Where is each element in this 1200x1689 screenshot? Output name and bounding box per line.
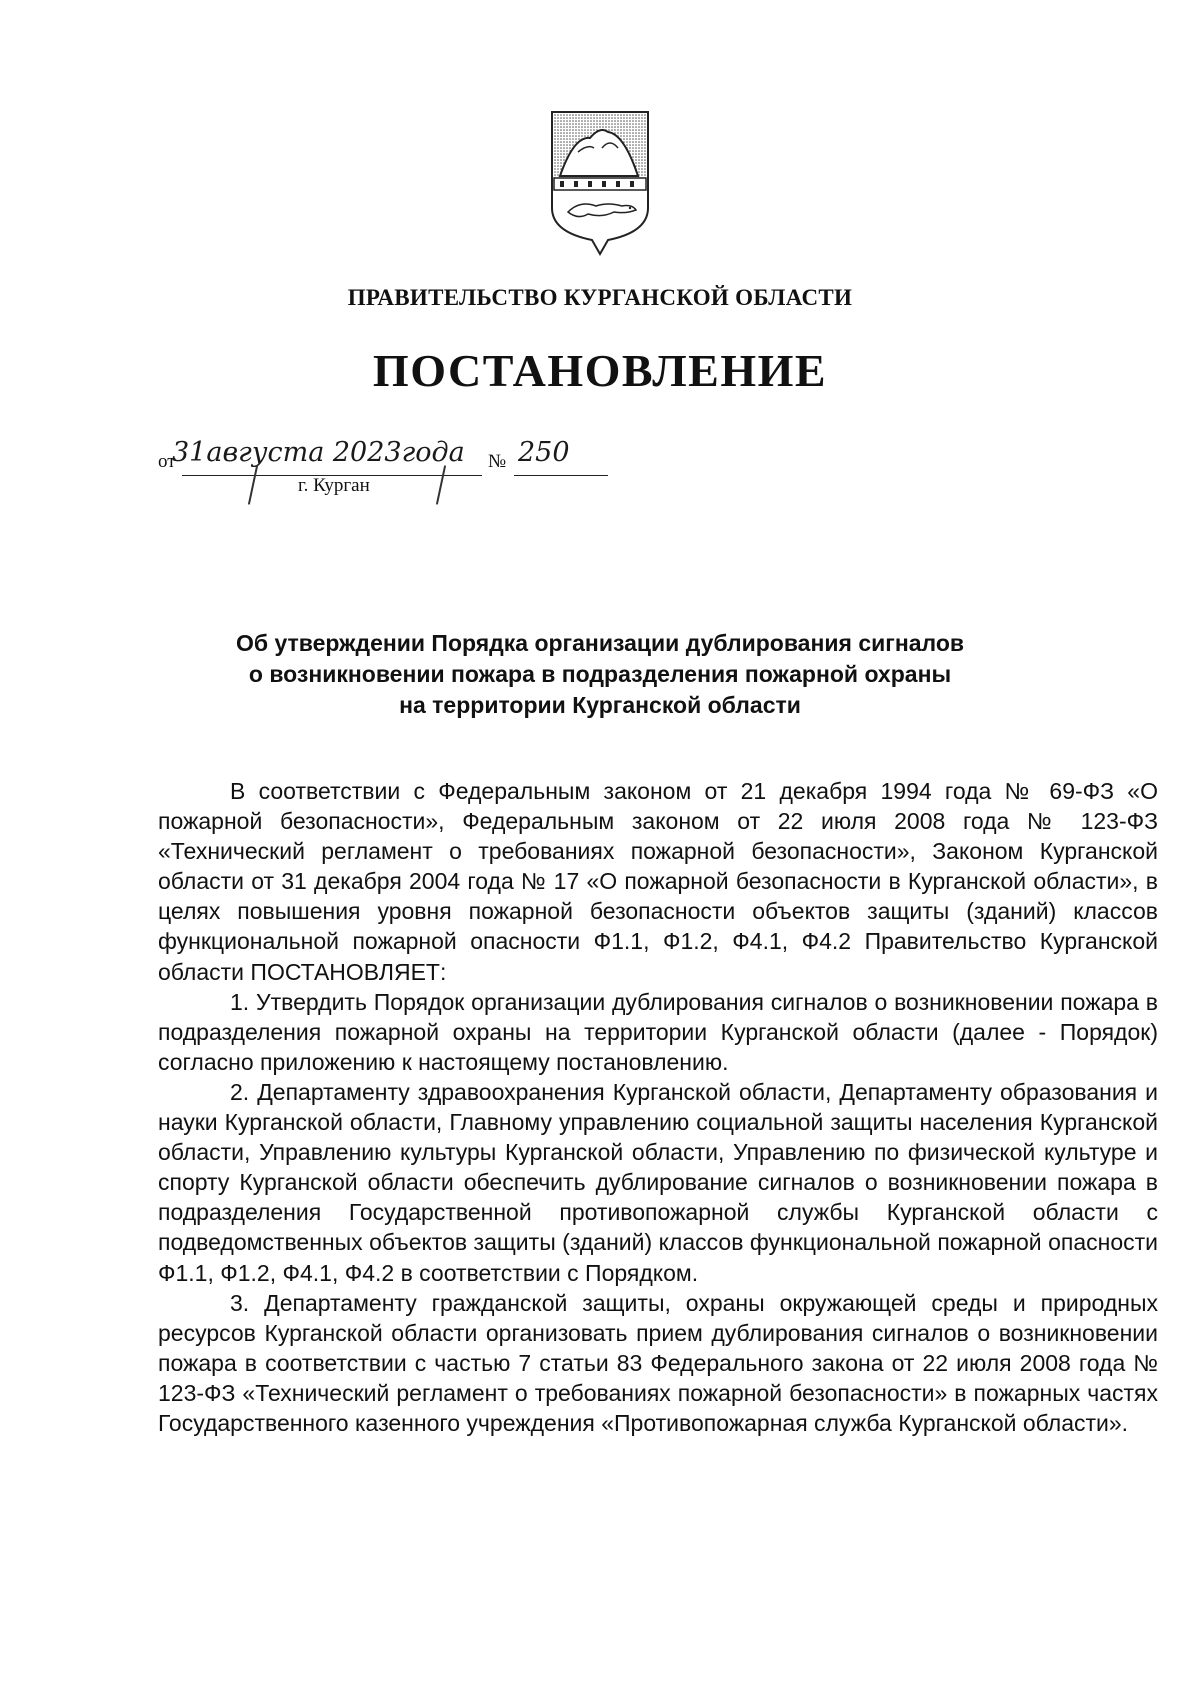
document-body [158,776,1158,1438]
city-label: г. Курган [298,475,370,496]
handwriting-stroke [436,465,446,505]
document-type: ПОСТАНОВЛЕНИЕ [372,345,828,396]
item-2-paragraph: 2. Департаменту здравоохранения Курганской области, Департаменту образования и науки Курганской области, Главному управлению социальной защиты населения Курганской области, Управлению культуры Курганской области, Управлению по физической культуре и спорту Курганской области обеспечить дублирование сигналов о возникновении пожара в подразделения Государственной противопожарной службы Курганской области с подведомственных объектов защиты (зданий) классов функциональной пожарной опасности Ф1.1, Ф1.2, Ф4.1, Ф4.2 в соответствии с Порядком. [158,1078,1158,1286]
document-date-number-row [158,435,658,505]
title-line: на территории Курганской области [399,692,801,718]
handwritten-date: 31августа 2023года [172,437,465,468]
preamble-paragraph: В соответствии с Федеральным законом от 21 декабря 1994 года № 69-ФЗ «О пожарной безопасности», Федеральным законом от 22 июля 2008 года № 123-ФЗ «Технический регламент о требованиях пожарной безопасности», Законом Курганской области от 31 декабря 2004 года № 17 «О пожарной безопасности в Курганской области», в целях повышения уровня пожарной безопасности объектов защиты (зданий) классов функциональной пожарной опасности Ф1.1, Ф1.2, Ф4.1, Ф4.2 Правительство Курганской области ПОСТАНОВЛЯЕТ: [158,778,1158,985]
coat-of-arms-icon [548,108,652,258]
government-name: ПРАВИТЕЛЬСТВО КУРГАНСКОЙ ОБЛАСТИ [347,285,853,310]
handwriting-stroke [248,465,258,505]
title-line: о возникновении пожара в подразделения пожарной охраны [248,661,952,687]
title-line: Об утверждении Порядка организации дублирования сигналов [235,630,965,656]
handwritten-number: 250 [518,437,570,468]
number-underline [514,475,608,476]
from-label: от [158,451,176,472]
number-label: № [488,451,507,472]
item-3-paragraph: 3. Департаменту гражданской защиты, охраны окружающей среды и природных ресурсов Курганской области организовать прием дублирования сигналов о возникновении пожара в соответствии с частью 7 статьи 83 Федерального закона от 22 июля 2008 года № 123-ФЗ «Технический регламент о требованиях пожарной безопасности» в пожарных частях Государственного казенного учреждения «Противопожарная служба Курганской области». [158,1289,1158,1436]
item-1-paragraph: 1. Утвердить Порядок организации дублирования сигналов о возникновении пожара в подразделения пожарной охраны на территории Курганской области (далее - Порядок) согласно приложению к настоящему постановлению. [158,988,1158,1075]
document-title [0,628,1200,721]
